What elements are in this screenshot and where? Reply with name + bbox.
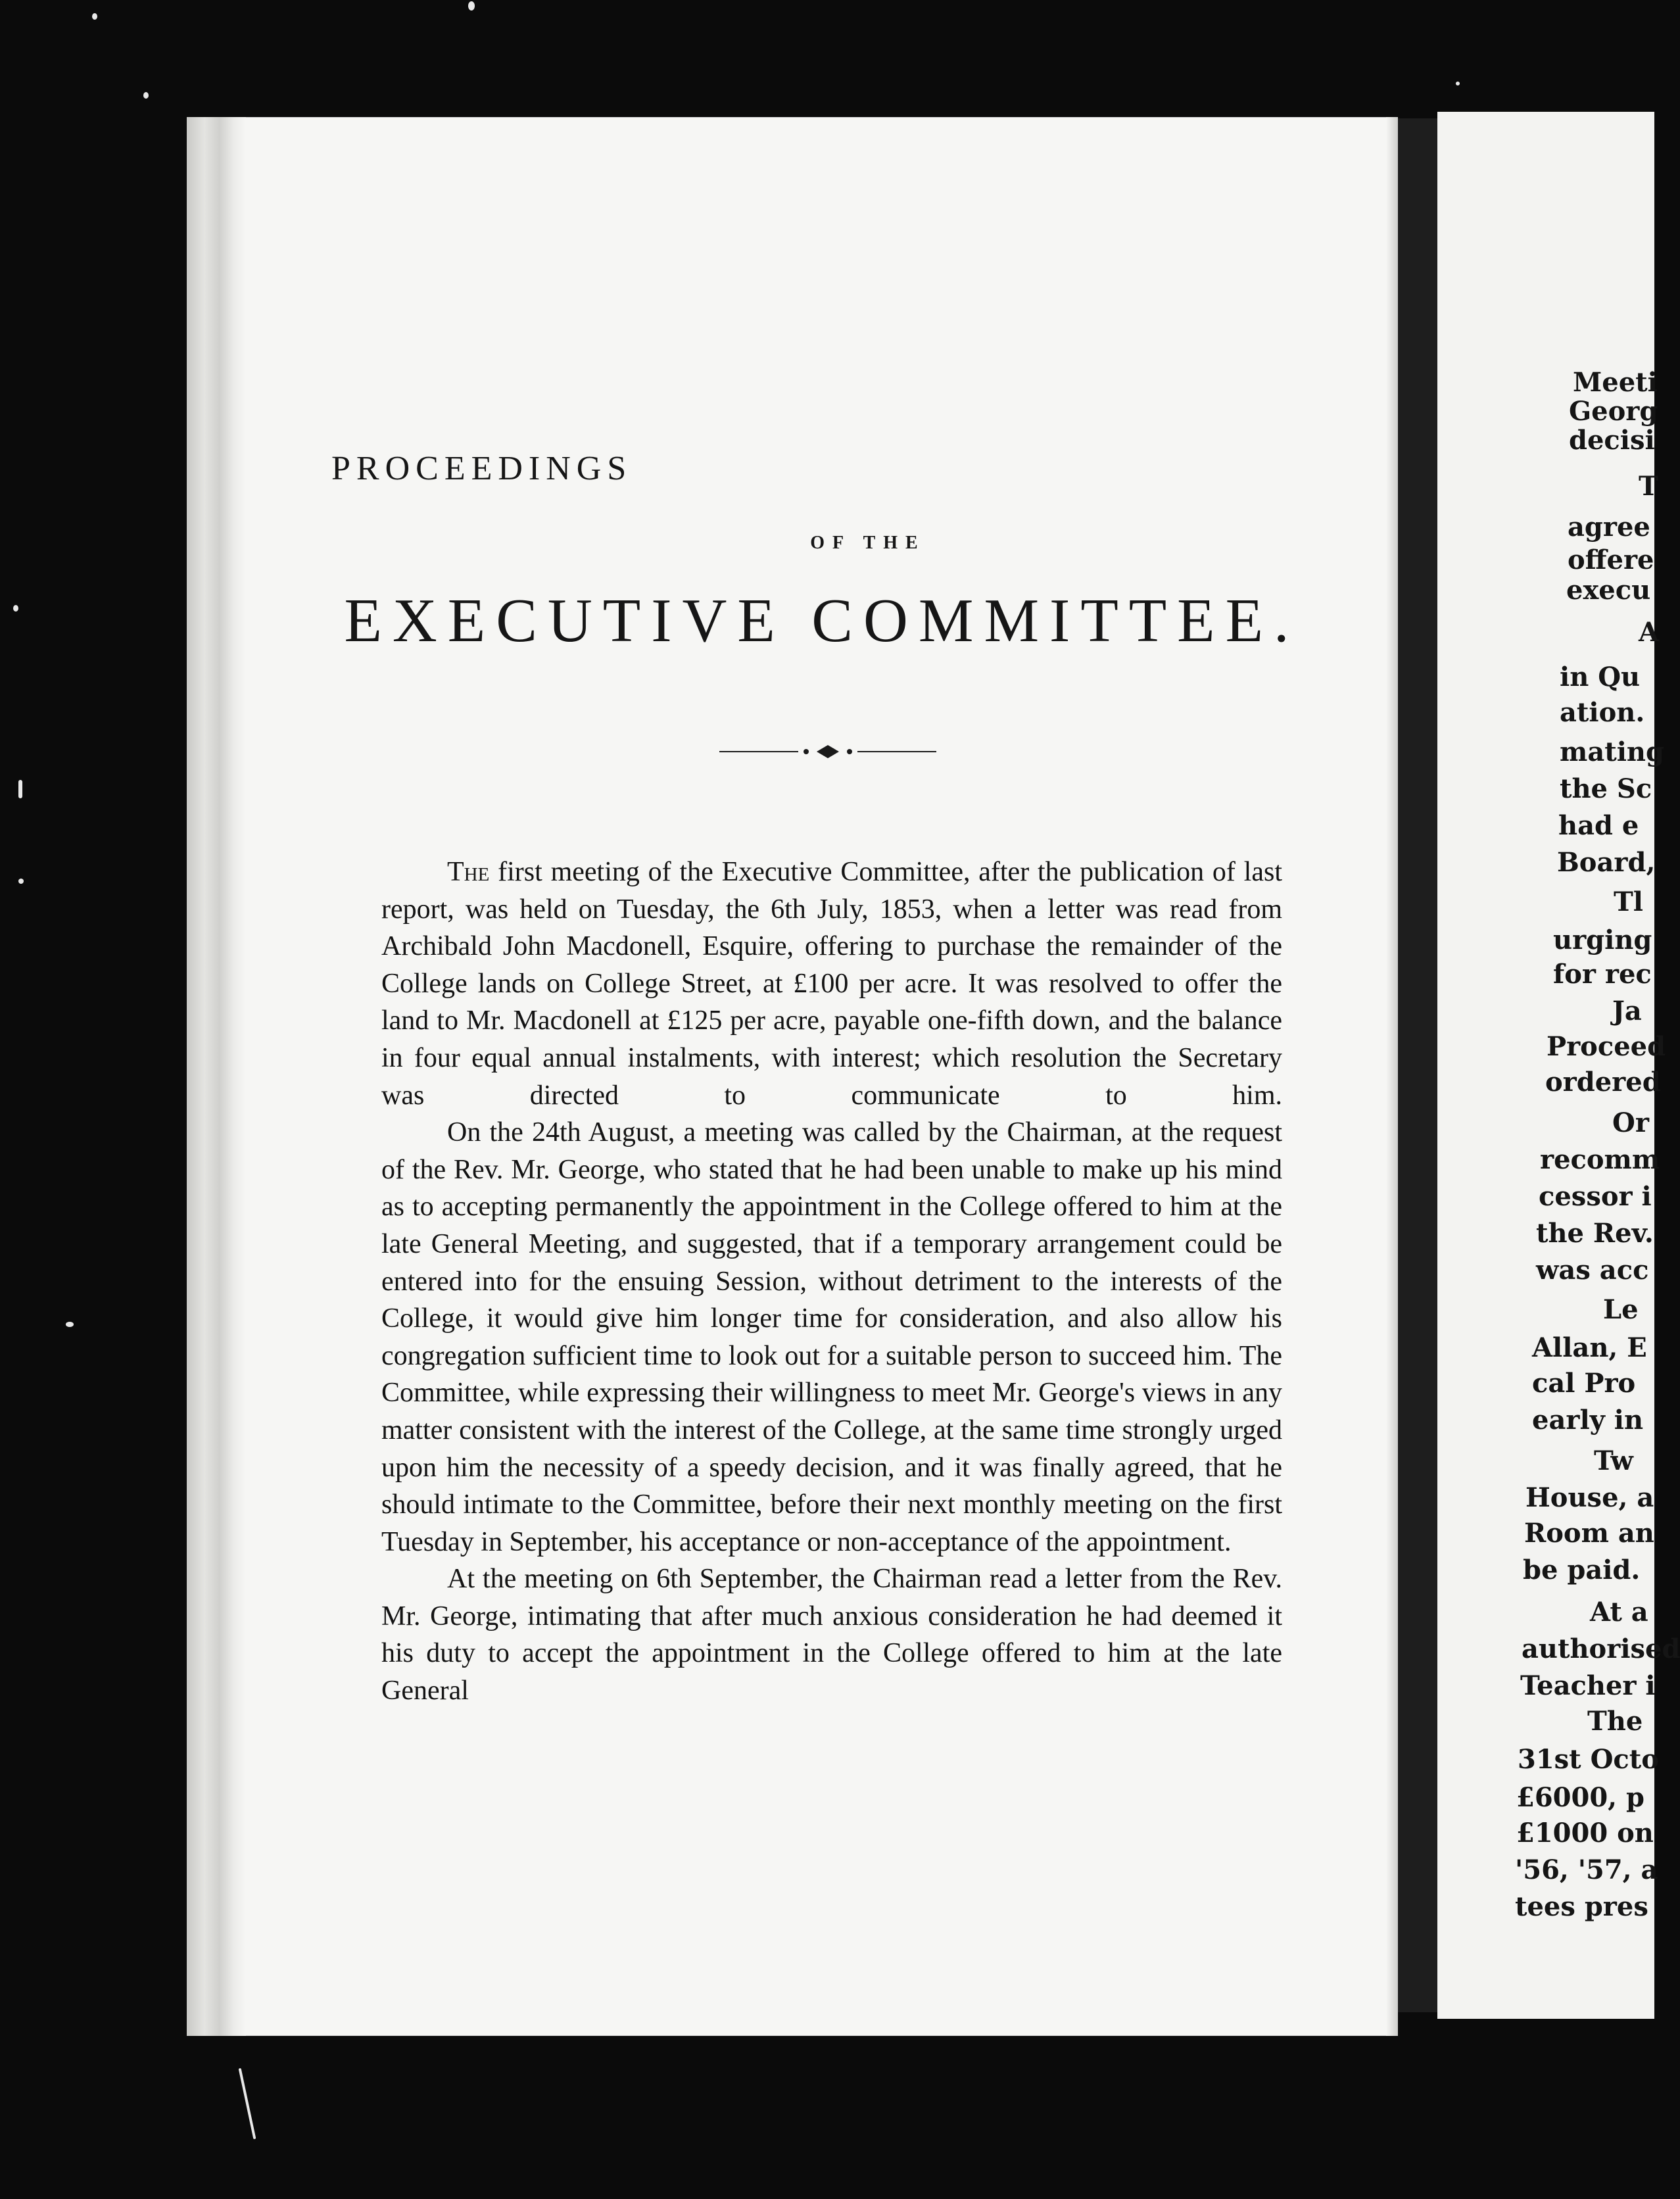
right-page-line: House, a [1525,1482,1654,1513]
right-page-line: Allan, E [1532,1332,1647,1363]
right-page-line: ordered [1545,1067,1661,1098]
right-page-line: T [1639,471,1658,502]
right-page-line: ation. [1560,697,1645,728]
right-page-line: Or [1612,1107,1649,1138]
right-page-line: for rec [1553,959,1652,990]
right-page-line: At a [1590,1597,1648,1628]
right-page-line: Meeti [1573,367,1658,398]
right-page-line: £1000 on [1516,1818,1654,1849]
paragraph-3 [381,1560,1282,1709]
right-page-line: the Rev. [1536,1218,1654,1249]
right-page-line: A [1639,617,1660,648]
book-gutter [1398,118,1437,2012]
right-page-line: cessor i [1539,1181,1652,1212]
right-page-line: Teacher i [1520,1670,1656,1701]
right-page-line: cal Pro [1532,1368,1636,1399]
right-page-line: agree [1568,512,1650,543]
dust-speck [18,879,24,884]
dust-speck [66,1322,74,1327]
page-edge-shading [187,117,246,2036]
right-page-line: Board, [1557,847,1656,878]
right-page-line: recomm [1540,1144,1660,1175]
right-page-line: mating [1560,737,1664,767]
dust-speck [1456,82,1460,85]
right-page-line: had e [1558,810,1639,841]
right-page-line: be paid. [1523,1555,1641,1585]
paragraph-3-text: At the meeting on 6th September, the Chairman read a letter from the Rev. Mr. George, intimating that after much anxious consideration he had deemed it his duty to accept the appointment in the College offered to him at the late General [381,1564,1282,1706]
page-fore-edge [1386,117,1398,2036]
heading-executive-committee: EXECUTIVE COMMITTEE. [344,587,1300,655]
right-page-line: tees pres [1515,1891,1648,1922]
ornament-divider [719,742,936,761]
right-page-line: in Qu [1560,662,1641,692]
dust-speck [239,2068,256,2139]
dust-speck [18,780,22,798]
right-page-line: Room an [1524,1518,1654,1549]
right-page-line: was acc [1536,1255,1649,1286]
right-page-line: the Sc [1560,773,1652,804]
right-page-line: offere [1568,544,1654,575]
right-page-line: Proceed [1547,1031,1666,1062]
right-page-line: early in [1532,1405,1644,1436]
paragraph-2-text: On the 24th August, a meeting was called by the Chairman, at the request of the Rev. Mr. George, who stated that he had been unable to make up his mind as to accepting permanently the appointment in the College offered to him at the late General Meeting, and suggested, that if a temporary arrangement could be entered into for the ensuing Session, without detriment to the interests of the College, it would give him longer time for consideration, and also allow his congregation sufficient time to look out for a suitable person to succeed him. The Committee, while expressing their willingness to meet Mr. George's views in any matter consistent with the interest of the College, at the same time strongly urged upon him the necessity of a speedy decision, and it was finally agreed, that he should intimate to the Committee, before their next monthly meeting on the first Tuesday in September, his acceptance or non-acceptance of the appointment. [381,1117,1282,1557]
right-page-line: 31st Octo [1518,1744,1659,1775]
dust-speck [468,1,475,11]
right-page-line: execu [1566,575,1651,606]
right-page [1437,112,1680,2019]
dust-speck [143,92,149,99]
left-page [187,117,1398,2036]
right-page-line: Tw [1594,1445,1633,1476]
dust-speck [13,605,18,612]
body-text [381,854,1282,1710]
dust-speck [92,13,97,20]
right-page-line: '56, '57, a [1515,1854,1658,1885]
right-page-line: Tl [1614,886,1643,917]
heading-of-the: OF THE [810,533,926,553]
right-page-line: urging [1553,925,1652,955]
right-page-line: The [1587,1706,1643,1737]
right-page-line: Ja [1612,996,1642,1027]
heading-proceedings: PROCEEDINGS [331,450,633,487]
right-page-line: authorised [1522,1633,1680,1664]
right-page-line: decisi [1569,425,1655,456]
paragraph-1 [381,854,1282,1114]
paragraph-1-opening-word: The [447,857,490,887]
paragraph-2 [381,1114,1282,1560]
paragraph-1-text: first meeting of the Executive Committee, after the publication of last report, was held on Tuesday, the 6th July, 1853, when a letter was read from Archibald John Macdonell, Esquire, offering to purchase the remainder of the College lands on College Street, at £100 per acre. It was resolved to offer the land to Mr. Macdonell at £125 per acre, payable one-fifth down, and the balance in four equal annual instalments, with interest; which resolution the Secretary was directed to communicate to him. [381,857,1282,1111]
right-page-line: Georg [1569,396,1658,427]
right-page-line: £6000, p [1516,1782,1644,1813]
right-page-line: Le [1603,1294,1639,1325]
